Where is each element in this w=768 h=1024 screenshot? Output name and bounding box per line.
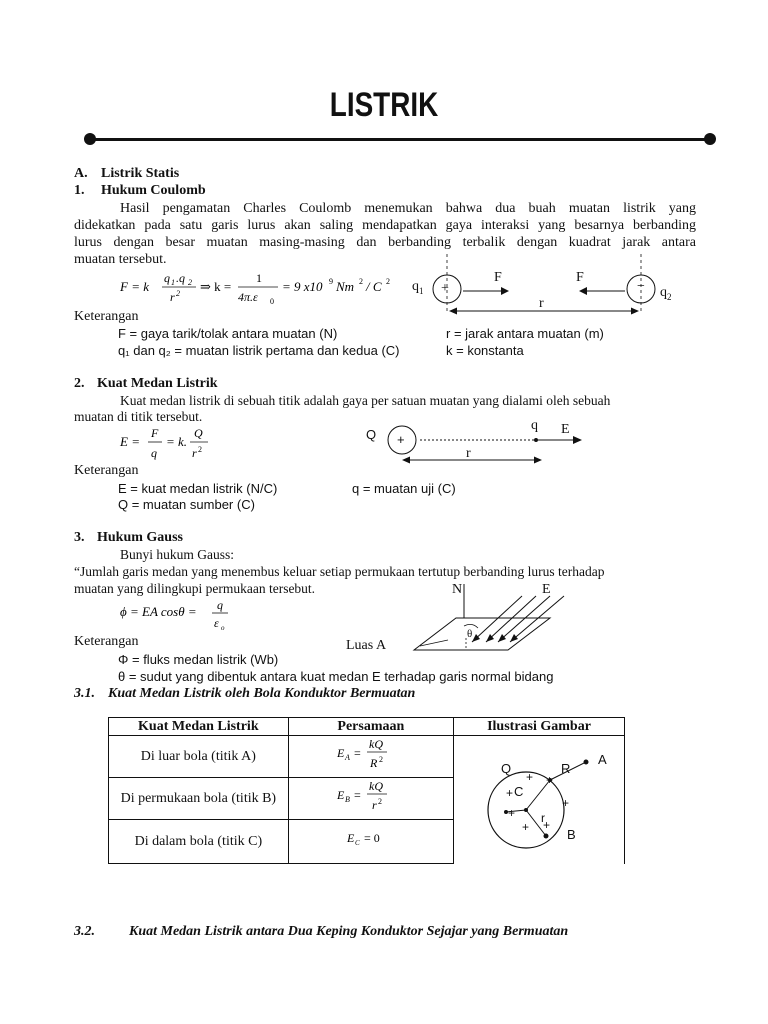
sphere-field-table — [108, 717, 625, 864]
s2-para-line: muatan di titik tersebut. — [74, 409, 203, 424]
s32-number: 3.2. — [74, 924, 95, 939]
q1-label — [412, 279, 424, 296]
sphere-illustration — [454, 744, 622, 856]
test-charge-label: q — [531, 418, 538, 433]
svg-text:q: q — [164, 271, 170, 285]
gauss-figure — [400, 582, 590, 672]
svg-text:.q: .q — [176, 271, 185, 285]
field-formula — [118, 424, 228, 466]
svg-text:F: F — [151, 426, 159, 440]
table-header: Ilustrasi Gambar — [454, 718, 625, 736]
s2-heading: Kuat Medan Listrik — [97, 376, 218, 391]
svg-text:E: E — [346, 831, 355, 845]
area-label: Luas A — [346, 638, 387, 653]
s2-ket-item: E = kuat medan listrik (N/C) — [118, 481, 278, 496]
table-header-row — [109, 718, 625, 736]
table-header: Kuat Medan Listrik — [109, 718, 289, 736]
svg-text:Q: Q — [194, 426, 203, 440]
inner-radius-label: r — [541, 811, 545, 825]
svg-text:1: 1 — [256, 271, 262, 285]
svg-text:C: C — [354, 839, 360, 847]
svg-text:r: r — [371, 798, 377, 812]
svg-text:=: = — [353, 746, 361, 760]
s1-para-line: didekatkan pada satu garis lurus akan saling mendapatkan gaya interaksi yang besarnya berbanding — [74, 218, 696, 233]
s1-para-line: Hasil pengamatan Charles Coulomb menemukan bahwa dua buah muatan listrik yang — [120, 201, 696, 216]
point-b-label: B — [567, 827, 576, 842]
svg-text:r: r — [192, 446, 197, 460]
point-c-label: C — [514, 784, 524, 799]
formula-cell — [288, 778, 453, 820]
s3-intro: Bunyi hukum Gauss: — [120, 547, 235, 562]
coulomb-formula — [118, 268, 408, 308]
svg-text:ϕ = EA cosθ =: ϕ = EA cosθ = — [120, 604, 197, 619]
source-charge-label: Q — [366, 427, 377, 442]
distance-label: r — [539, 296, 544, 311]
formula-cell — [288, 820, 453, 864]
s1-number: 1. — [74, 183, 85, 198]
s1-para-line: lurus dengan besar muatan masing-masing dan berbanding terbalik dengan kuadrat jarak antara — [74, 235, 696, 250]
svg-text:Nm: Nm — [336, 279, 355, 294]
table-cell: Di luar bola (titik A) — [109, 736, 289, 778]
sphere-plus: + — [506, 786, 514, 800]
svg-text:/ C: / C — [366, 279, 382, 294]
s1-ket-item: q₁ dan q₂ = muatan listrik pertama dan kedua (C) — [118, 343, 400, 358]
svg-text:=: = — [353, 788, 361, 802]
svg-text:= 9 x10: = 9 x10 — [282, 279, 323, 294]
s1-keterangan: Keterangan — [74, 309, 139, 324]
field-arrow-label: E — [561, 422, 570, 437]
svg-text:2: 2 — [188, 278, 192, 287]
s3-ket-item: Φ = fluks medan listrik (Wb) — [118, 652, 279, 667]
s3-keterangan: Keterangan — [74, 634, 139, 649]
sphere-plus: + — [526, 770, 534, 784]
s32-heading: Kuat Medan Listrik antara Dua Keping Konduktor Sejajar yang Bermuatan — [129, 924, 569, 939]
svg-text:2: 2 — [377, 797, 382, 806]
svg-text:2: 2 — [359, 277, 363, 286]
s3-quote-line: “Jumlah garis medan yang menembus keluar setiap permukaan tertutup berbanding lurus terhadap — [74, 564, 605, 579]
svg-text:o: o — [221, 624, 225, 632]
s1-para-line: muatan tersebut. — [74, 252, 167, 267]
svg-text:q: q — [151, 446, 157, 460]
normal-label: N — [452, 582, 463, 597]
section-a-number: A. — [74, 166, 88, 181]
svg-text:F = k: F = k — [120, 279, 149, 294]
s1-ket-item: k = konstanta — [446, 343, 524, 358]
svg-text:R: R — [369, 756, 378, 770]
q1-charge-sign: + — [441, 281, 449, 296]
svg-text:kQ: kQ — [368, 737, 383, 751]
sphere-charge-label: Q — [501, 761, 512, 776]
s1-ket-item: F = gaya tarik/tolak antara muatan (N) — [118, 326, 338, 341]
svg-text:ε: ε — [214, 616, 219, 630]
q1-subscript: 1 — [419, 285, 424, 296]
svg-text:9: 9 — [329, 277, 333, 286]
sphere-plus: + — [562, 796, 570, 810]
svg-text:E =: E = — [120, 434, 140, 449]
formula-cell — [288, 736, 453, 778]
svg-text:B: B — [344, 795, 350, 804]
svg-text:2: 2 — [378, 755, 383, 764]
s2-para-line: Kuat medan listrik di sebuah titik adalah gaya per satuan muatan yang dialami oleh sebuah — [120, 393, 611, 408]
sphere-plus: + — [508, 806, 516, 820]
q2-subscript: 2 — [667, 291, 672, 302]
field-figure — [380, 420, 590, 470]
page-title: LISTRIK — [329, 86, 439, 124]
table-cell: Di permukaan bola (titik B) — [109, 778, 289, 820]
force-label-left: F — [494, 270, 502, 285]
svg-text:2: 2 — [198, 445, 202, 454]
svg-text:A: A — [344, 753, 350, 762]
gauss-field-label: E — [542, 582, 551, 597]
svg-text:0: 0 — [270, 297, 274, 306]
field-distance-label: r — [466, 446, 471, 461]
svg-text:⇒ k =: ⇒ k = — [200, 279, 232, 294]
sphere-plus: + — [543, 818, 551, 832]
radius-label: R — [561, 761, 571, 776]
s1-heading: Hukum Coulomb — [101, 183, 206, 198]
svg-text:E: E — [336, 746, 345, 760]
source-charge-sign: + — [397, 432, 405, 447]
svg-text:= k.: = k. — [166, 434, 188, 449]
angle-label: θ — [467, 628, 473, 640]
rule-end-right — [704, 133, 716, 145]
force-label-right: F — [576, 270, 584, 285]
formula-surface — [331, 778, 411, 814]
svg-text:4π.ε: 4π.ε — [238, 290, 258, 304]
s31-number: 3.1. — [74, 686, 95, 701]
q2-charge-sign: − — [637, 279, 645, 294]
gauss-formula — [118, 598, 238, 634]
s3-heading: Hukum Gauss — [97, 530, 183, 545]
table-header: Persamaan — [288, 718, 453, 736]
s31-heading: Kuat Medan Listrik oleh Bola Konduktor Bermuatan — [108, 686, 416, 701]
s2-keterangan: Keterangan — [74, 463, 139, 478]
s2-ket-item: q = muatan uji (C) — [352, 481, 456, 496]
s2-ket-item: Q = muatan sumber (C) — [118, 497, 255, 512]
s1-ket-item: r = jarak antara muatan (m) — [446, 326, 604, 341]
s2-number: 2. — [74, 376, 85, 391]
svg-text:2: 2 — [176, 289, 180, 298]
sphere-plus: + — [522, 820, 530, 834]
svg-text:= 0: = 0 — [363, 831, 380, 845]
point-a-label: A — [598, 752, 607, 767]
q2-letter: q — [660, 285, 667, 300]
formula-outside — [331, 736, 411, 772]
table-row — [109, 736, 625, 778]
svg-text:r: r — [170, 290, 175, 304]
section-a-heading: Listrik Statis — [101, 166, 180, 181]
table-cell: Di dalam bola (titik C) — [109, 820, 289, 864]
s3-quote-line: muatan yang dilingkupi permukaan tersebut. — [74, 581, 316, 596]
svg-text:kQ: kQ — [368, 779, 383, 793]
q2-label — [660, 285, 672, 302]
s3-number: 3. — [74, 530, 85, 545]
svg-text:q: q — [217, 598, 223, 612]
s3-ket-item: θ = sudut yang dibentuk antara kuat medan E terhadap garis normal bidang — [118, 669, 554, 684]
q1-letter: q — [412, 279, 419, 294]
svg-text:2: 2 — [386, 277, 390, 286]
svg-text:1: 1 — [171, 278, 175, 287]
svg-text:E: E — [336, 788, 345, 802]
formula-inside — [331, 824, 411, 854]
title-rule — [90, 138, 710, 141]
sphere-plus: + — [546, 773, 554, 787]
